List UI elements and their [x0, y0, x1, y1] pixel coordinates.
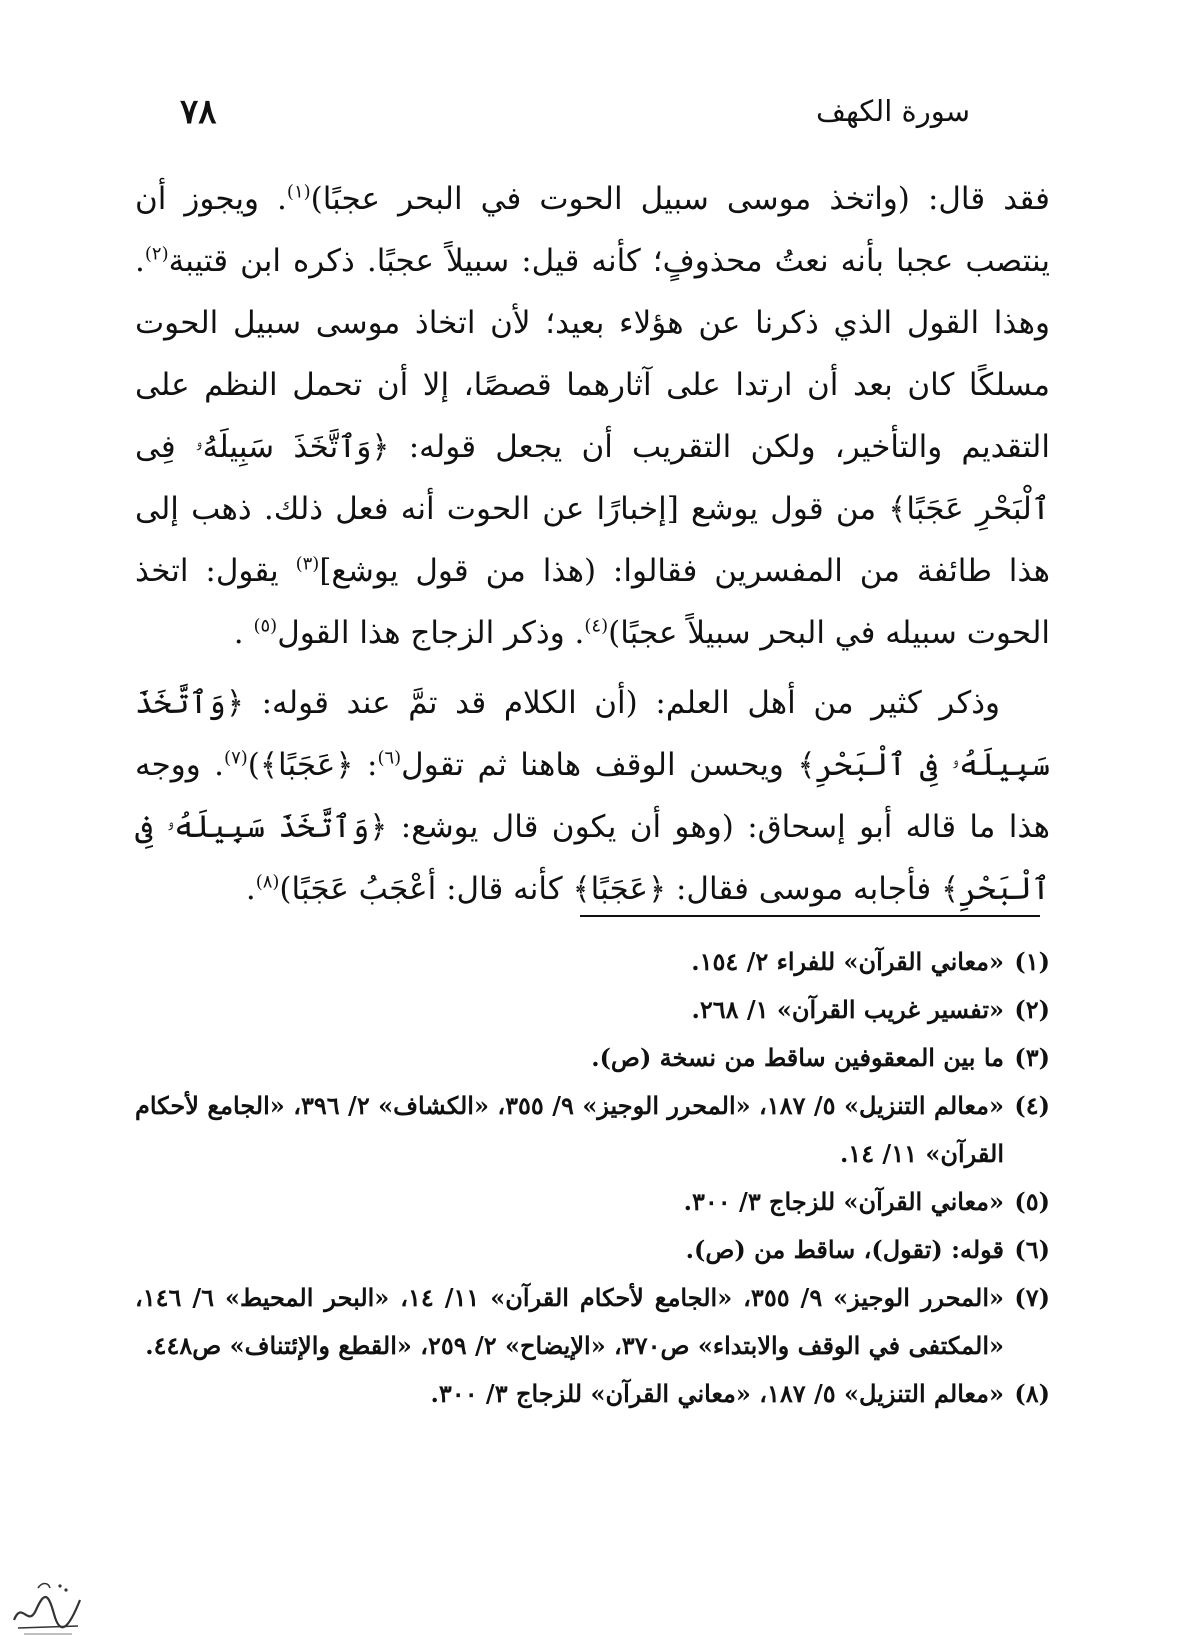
footnote-separator — [580, 915, 1040, 917]
footnote-ref: (٣) — [295, 553, 320, 575]
footnote-text: «معالم التنزيل» ٥/ ١٨٧، «معاني القرآن» للزجاج ٣/ ٣٠٠. — [430, 1379, 1004, 1408]
footnote-ref: (٢) — [144, 243, 169, 265]
watermark-logo — [8, 1570, 88, 1640]
page-number: ٧٨ — [180, 92, 217, 132]
text-run: . — [245, 871, 256, 907]
footnote-text: «المحرر الوجيز» ٩/ ٣٥٥، «الجامع لأحكام القرآن» ١١/ ١٤، «البحر المحيط» ٦/ ١٤٦، «المكتفى في الوقف والابتداء» ص٣٧٠، «الإيضاح» ٢/ ٢٥٩، «القطع والإئتناف» ص٤٤٨. — [135, 1283, 1005, 1360]
footnote-item — [135, 1034, 1050, 1082]
quran-verse: ﴿عَجَبًا﴾ — [259, 747, 354, 783]
footnote-ref: (٨) — [255, 871, 280, 893]
main-text — [135, 168, 1050, 920]
text-run: . ووجه هذا ما قاله أبو إسحاق: (وهو أن يكون قال يوشع: — [135, 747, 1050, 845]
footnote-text: «معالم التنزيل» ٥/ ١٨٧، «المحرر الوجيز» ٩/ ٣٥٥، «الكشاف» ٢/ ٣٩٦، «الجامع لأحكام القرآن» ١١/ ١٤. — [135, 1091, 1004, 1168]
footnote-text: «معاني القرآن» للفراء ٢/ ١٥٤. — [691, 947, 1004, 976]
text-run: فقد قال: (واتخذ موسى سبيل الحوت في البحر عجبًا) — [310, 181, 1050, 217]
text-run: : — [353, 747, 378, 783]
footnote-number: (٤) — [1014, 1091, 1050, 1120]
footnote-ref: (٦) — [377, 747, 402, 769]
footnote-item — [135, 1370, 1050, 1418]
text-run: ) — [247, 747, 260, 783]
footnote-ref: (٥) — [253, 615, 278, 637]
footnote-item — [135, 1226, 1050, 1274]
footnote-ref: (١) — [286, 181, 311, 203]
footnote-number: (١) — [1014, 947, 1050, 976]
footnote-number: (٣) — [1014, 1043, 1050, 1072]
footnote-item — [135, 1274, 1050, 1370]
footnote-item — [135, 938, 1050, 986]
text-run: . وهذا القول الذي ذكرنا عن هؤلاء بعيد؛ لأن اتخاذ موسى سبيل الحوت مسلكًا كان بعد أن ارتدا على آثارهما قصصًا، إلا أن تحمل النظم على التقديم والتأخير، ولكن التقريب أن يجعل قوله: — [135, 243, 1050, 465]
quran-verse: ﴿وَٱتَّخَذَ سَبِيلَهُۥ فِى ٱلْبَحْرِ عَجَبًا﴾ — [135, 429, 1050, 527]
text-run: . — [233, 615, 254, 651]
text-run: كأنه قال: أعْجَبُ عَجَبًا) — [279, 871, 573, 907]
quran-verse: ﴿عَجَبًا﴾ — [572, 871, 667, 907]
footnote-text: «معاني القرآن» للزجاج ٣/ ٣٠٠. — [683, 1187, 1004, 1216]
footnote-item — [135, 1178, 1050, 1226]
text-run: وذكر كثير من أهل العلم: (أن الكلام قد تمَّ عند قوله: — [243, 685, 1000, 721]
paragraph-2 — [135, 672, 1050, 920]
page-header — [180, 92, 970, 142]
footnote-item — [135, 1082, 1050, 1178]
sura-title: سورة الكهف — [816, 94, 970, 128]
quran-verse: ﴿وَٱتَّخَذَ سَبِيلَهُۥ فِى ٱلْبَحْرِ﴾ — [135, 685, 1050, 783]
footnote-ref: (٤) — [584, 615, 609, 637]
footnote-number: (٥) — [1014, 1187, 1050, 1216]
footnotes — [135, 938, 1050, 1418]
footnote-number: (٢) — [1014, 995, 1050, 1024]
footnote-text: قوله: (تقول)، ساقط من (ص). — [685, 1235, 1004, 1264]
footnote-number: (٨) — [1014, 1379, 1050, 1408]
quran-verse: ﴿وَٱتَّخَذَ سَبِيلَهُۥ فِى ٱلْبَحْرِ﴾ — [135, 809, 1050, 907]
footnote-text: ما بين المعقوفين ساقط من نسخة (ص). — [591, 1043, 1004, 1072]
text-run: ويحسن الوقف هاهنا ثم تقول — [401, 747, 798, 783]
text-run: . وذكر الزجاج هذا القول — [277, 615, 585, 651]
text-run: . ويجوز أن ينتصب عجبا بأنه نعتُ محذوفٍ؛ كأنه قيل: سبيلاً عجبًا. ذكره ابن قتيبة — [135, 181, 1050, 279]
paragraph-1 — [135, 168, 1050, 664]
text-run: من قول يوشع [إخبارًا عن الحوت أنه فعل ذلك. ذهب إلى هذا طائفة من المفسرين فقالوا: (هذا من قول يوشع] — [135, 491, 1050, 589]
watermark-calligraphy-icon — [8, 1570, 88, 1640]
footnote-ref: (٧) — [224, 747, 248, 769]
footnote-number: (٧) — [1014, 1283, 1050, 1312]
footnote-item — [135, 986, 1050, 1034]
footnote-number: (٦) — [1014, 1235, 1050, 1264]
footnote-text: «تفسير غريب القرآن» ١/ ٢٦٨. — [691, 995, 1004, 1024]
text-run: يقول: اتخذ الحوت سبيله في البحر سبيلاً عجبًا) — [135, 553, 1050, 651]
text-run: فأجابه موسى فقال: — [666, 871, 942, 907]
